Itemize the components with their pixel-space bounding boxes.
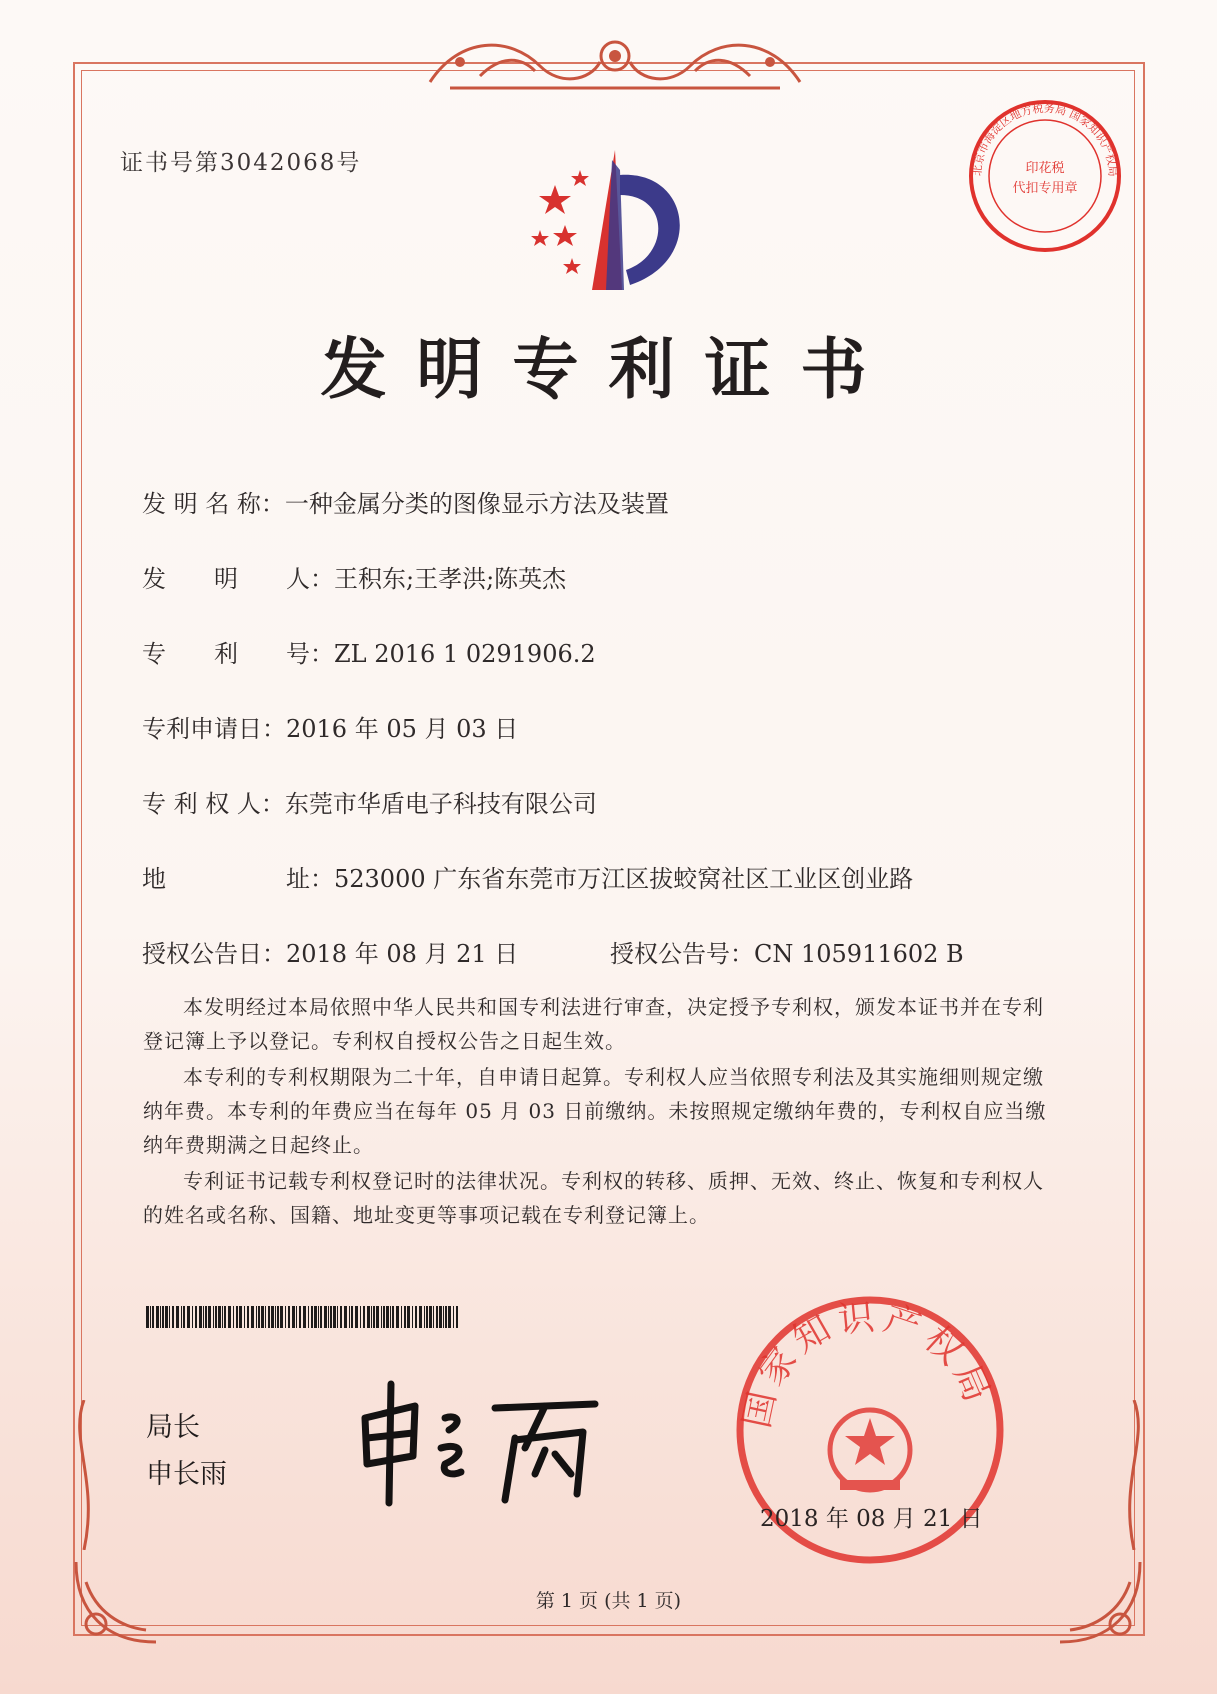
barcode-bar: [244, 1306, 245, 1328]
director-title: 局长: [146, 1412, 200, 1443]
barcode-bar: [328, 1306, 329, 1328]
barcode-bar: [208, 1306, 211, 1328]
barcode-bar: [381, 1306, 382, 1328]
invention-name-value: 一种金属分类的图像显示方法及装置: [284, 490, 669, 518]
barcode-bar: [218, 1306, 221, 1328]
barcode-bar: [271, 1306, 274, 1328]
barcode-bar: [311, 1306, 313, 1328]
barcode-bar: [176, 1306, 179, 1328]
signature-icon: [345, 1378, 615, 1508]
barcode-bar: [285, 1306, 286, 1328]
tax-stamp-ring-text: 北京市海淀区地方税务局 国家知识产权局: [970, 101, 1120, 178]
barcode-bar: [199, 1306, 202, 1328]
right-edge-ornament-icon: [1114, 1400, 1154, 1550]
grant-date-row: [142, 934, 518, 969]
barcode-bar: [152, 1306, 154, 1328]
barcode-bar: [337, 1306, 338, 1328]
barcode-bar: [320, 1306, 322, 1328]
tax-stamp-line1: 印花税: [1025, 161, 1065, 176]
barcode-bar: [280, 1306, 283, 1328]
barcode-bar: [360, 1306, 361, 1328]
barcode-bar: [247, 1306, 249, 1328]
address-row: [142, 859, 913, 894]
barcode-bar: [426, 1306, 428, 1328]
barcode-bar: [156, 1306, 159, 1328]
barcode-bar: [371, 1306, 372, 1328]
barcode-bar: [344, 1306, 347, 1328]
paragraph-2: 本专利的专利权期限为二十年，自申请日起算。专利权人应当依照专利法及其实施细则规定缴纳年费。本专利的年费应当在每年 05 月 03 日前缴纳。未按照规定缴纳年费的，专利权自应当缴纳年费期满之日起终止。: [143, 1065, 1047, 1157]
barcode-bar: [192, 1306, 193, 1328]
barcode-bar: [445, 1306, 447, 1328]
barcode-bar: [181, 1306, 182, 1328]
address-label: 地 址：: [142, 865, 334, 893]
barcode-bar: [205, 1306, 207, 1328]
patentee-row: [142, 784, 597, 819]
barcode-bar: [256, 1306, 257, 1328]
barcode-bar: [453, 1306, 454, 1328]
barcode-bar: [172, 1306, 174, 1328]
barcode-bar: [351, 1306, 353, 1328]
grant-pub-no-row: [610, 934, 964, 969]
filing-date-label: 专利申请日：: [142, 715, 286, 743]
barcode-bar: [390, 1306, 391, 1328]
barcode-bar: [386, 1306, 389, 1328]
barcode-bar: [187, 1306, 190, 1328]
barcode-bar: [412, 1306, 413, 1328]
barcode-bar: [251, 1306, 254, 1328]
barcode-bar: [215, 1306, 217, 1328]
patent-number-label: 专 利 号：: [142, 640, 334, 668]
barcode-bar: [415, 1306, 417, 1328]
inventors-value: 王积东;王孝洪;陈英杰: [334, 565, 567, 593]
barcode-bar: [233, 1306, 234, 1328]
barcode-bar: [308, 1306, 309, 1328]
barcode-bar: [203, 1306, 204, 1328]
paragraph-1: 本发明经过本局依照中华人民共和国专利法进行审查，决定授予专利权，颁发本证书并在专利登记簿上予以登记。专利权自授权公告之日起生效。: [143, 995, 1044, 1053]
barcode-bar: [367, 1306, 370, 1328]
tax-stamp-icon: [965, 96, 1125, 256]
barcode-bar: [288, 1306, 290, 1328]
top-ornament-icon: [420, 26, 810, 96]
barcode-bar: [213, 1306, 214, 1328]
patent-office-logo-icon: [520, 150, 710, 300]
patent-number-value: ZL 2016 1 0291906.2: [334, 640, 596, 668]
official-seal-text: 国家知识产权局: [736, 1296, 1000, 1432]
barcode-bar: [265, 1306, 266, 1328]
barcode: [146, 1306, 462, 1328]
grant-date-value: 2018 年 08 月 21 日: [286, 940, 519, 968]
barcode-bar: [318, 1306, 319, 1328]
barcode-bar: [373, 1306, 375, 1328]
barcode-bar: [314, 1306, 317, 1328]
barcode-bar: [433, 1306, 434, 1328]
barcode-bar: [292, 1306, 295, 1328]
barcode-bar: [268, 1306, 270, 1328]
barcode-bar: [436, 1306, 438, 1328]
barcode-bar: [404, 1306, 406, 1328]
barcode-bar: [296, 1306, 297, 1328]
barcode-bar: [236, 1306, 238, 1328]
barcode-bar: [299, 1306, 301, 1328]
grant-date-label: 授权公告日：: [142, 940, 286, 968]
barcode-bar: [349, 1306, 350, 1328]
barcode-bar: [448, 1306, 451, 1328]
barcode-bar: [333, 1306, 336, 1328]
inventors-label: 发 明 人：: [142, 565, 334, 593]
barcode-bar: [160, 1306, 161, 1328]
barcode-bar: [224, 1306, 226, 1328]
director-name: 申长雨: [146, 1459, 227, 1490]
barcode-bar: [429, 1306, 432, 1328]
barcode-bar: [340, 1306, 342, 1328]
barcode-bar: [392, 1306, 394, 1328]
invention-name-row: [142, 484, 669, 519]
filing-date-row: [142, 709, 518, 744]
barcode-bar: [222, 1306, 223, 1328]
barcode-bar: [376, 1306, 379, 1328]
grant-pub-no-value: CN 105911602 B: [754, 940, 964, 968]
barcode-bar: [407, 1306, 410, 1328]
certificate-number: 证书号第3042068号: [120, 150, 362, 176]
barcode-bar: [195, 1306, 197, 1328]
page-number: 第 1 页 (共 1 页): [535, 1590, 682, 1612]
tax-stamp-line2: 代扣专用章: [1012, 181, 1078, 196]
patentee-label: 专 利 权 人：: [142, 790, 285, 818]
barcode-bar: [228, 1306, 231, 1328]
barcode-bar: [355, 1306, 358, 1328]
barcode-bar: [261, 1306, 264, 1328]
certificate-body: [143, 990, 1056, 1234]
grant-pub-no-label: 授权公告号：: [610, 940, 754, 968]
barcode-bar: [383, 1306, 385, 1328]
left-edge-ornament-icon: [64, 1400, 104, 1550]
barcode-bar: [165, 1306, 168, 1328]
barcode-bar: [183, 1306, 185, 1328]
barcode-bar: [443, 1306, 444, 1328]
barcode-bar: [330, 1306, 332, 1328]
barcode-bar: [150, 1306, 151, 1328]
inventors-row: [142, 559, 566, 594]
barcode-bar: [162, 1306, 164, 1328]
barcode-bar: [169, 1306, 170, 1328]
barcode-bar: [439, 1306, 442, 1328]
patentee-value: 东莞市华盾电子科技有限公司: [284, 790, 597, 818]
paragraph-3: 专利证书记载专利权登记时的法律状况。专利权的转移、质押、无效、终止、恢复和专利权人的姓名或名称、国籍、地址变更等事项记载在专利登记簿上。: [143, 1169, 1044, 1227]
barcode-bar: [456, 1306, 458, 1328]
barcode-bar: [396, 1306, 399, 1328]
barcode-bar: [303, 1306, 306, 1328]
barcode-bar: [424, 1306, 425, 1328]
page-title: 发明专利证书: [320, 331, 897, 408]
patent-number-row: [142, 634, 596, 669]
barcode-bar: [419, 1306, 422, 1328]
seal-date: 2018 年 08 月 21 日: [760, 1506, 983, 1532]
filing-date-value: 2016 年 05 月 03 日: [286, 715, 519, 743]
barcode-bar: [258, 1306, 260, 1328]
barcode-bar: [277, 1306, 279, 1328]
barcode-bar: [275, 1306, 276, 1328]
address-value: 523000 广东省东莞市万江区拔蛟窝社区工业区创业路: [334, 865, 914, 893]
invention-name-label: 发 明 名 称：: [142, 490, 285, 518]
barcode-bar: [401, 1306, 402, 1328]
barcode-bar: [324, 1306, 327, 1328]
barcode-bar: [239, 1306, 242, 1328]
barcode-bar: [146, 1306, 149, 1328]
barcode-bar: [363, 1306, 365, 1328]
